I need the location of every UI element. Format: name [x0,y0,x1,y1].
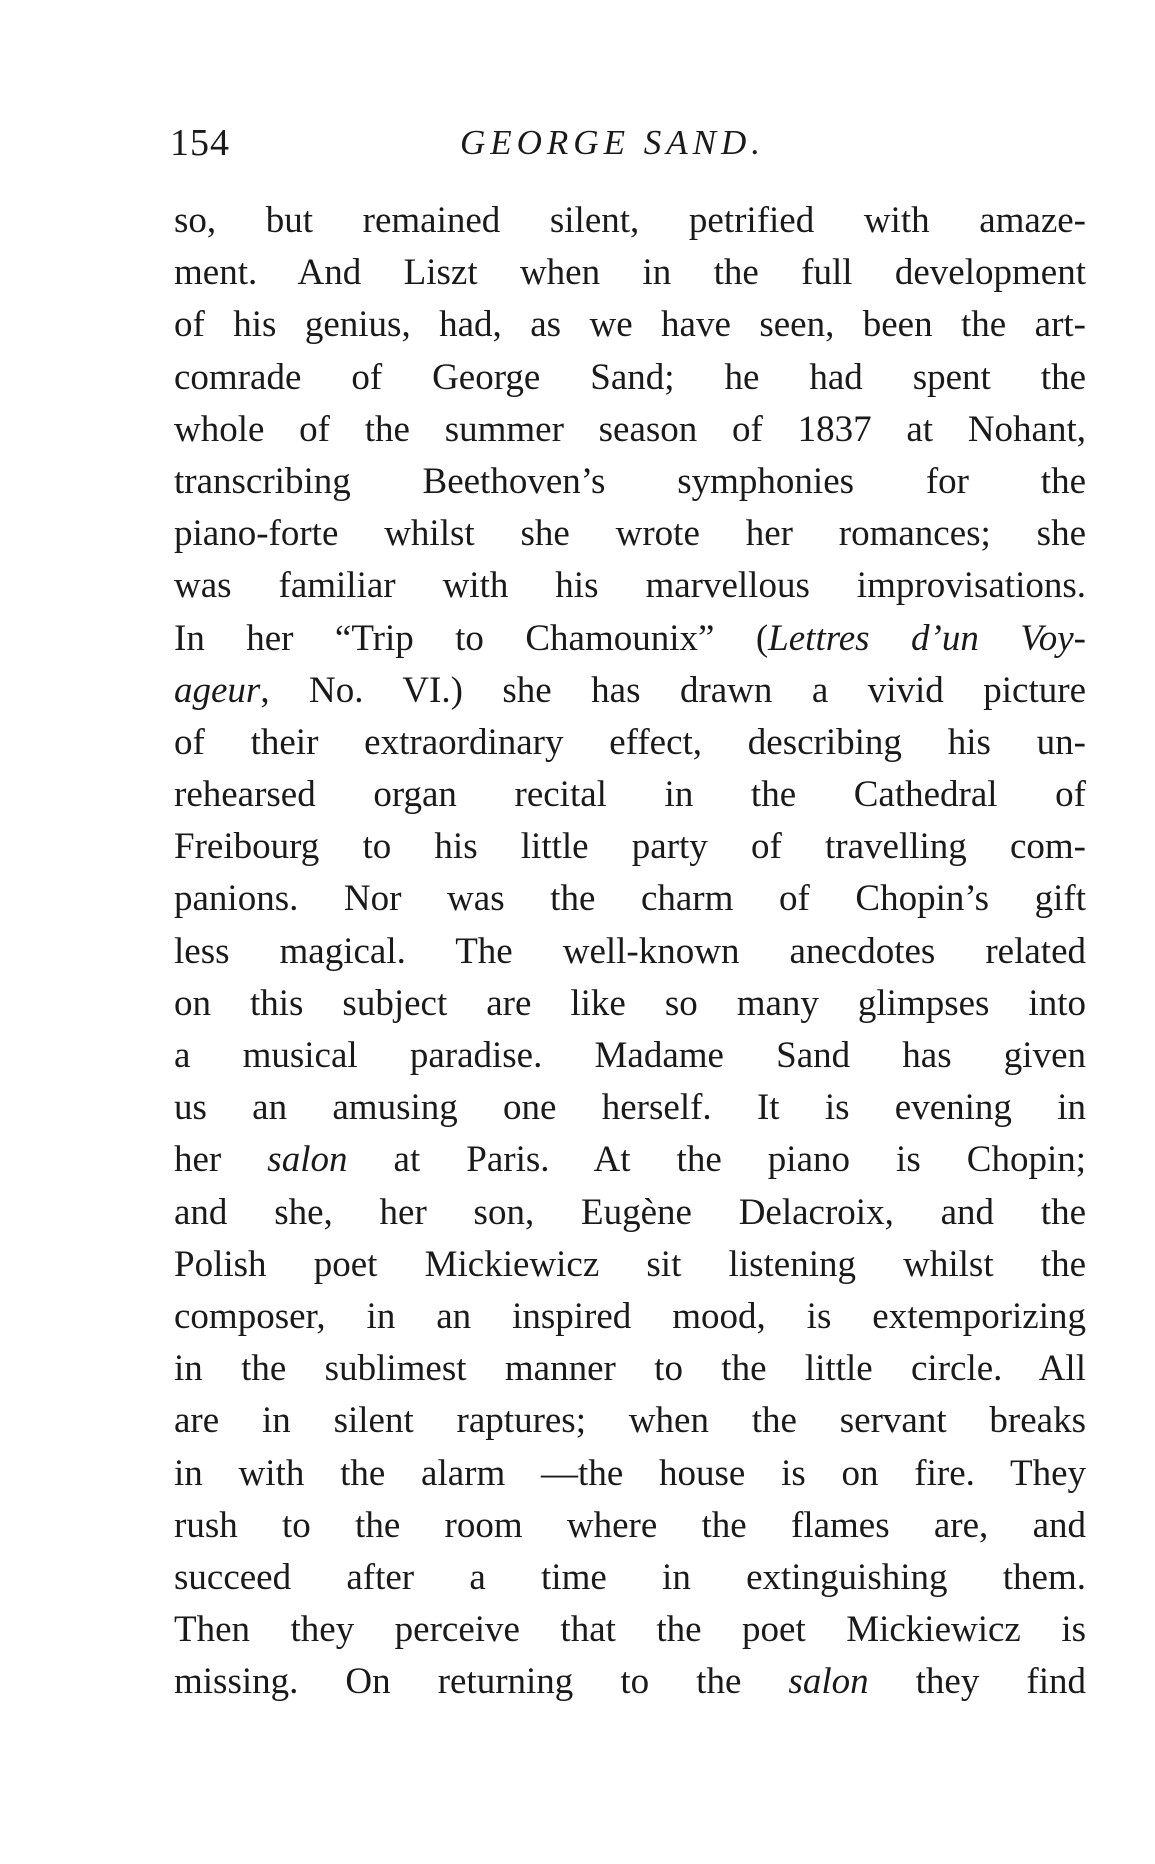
text-segment: composer, in an inspired mood, is extemporizing [174,1295,1086,1337]
text-segment: are in silent raptures; when the servant breaks [174,1400,1086,1442]
text-line [174,1395,1086,1447]
italic-text-segment: ageur [174,669,261,711]
text-segment: in with the alarm —the house is on fire. They [174,1452,1086,1494]
text-segment: so, but remained silent, petrified with amaze- [174,200,1086,241]
text-line [174,1134,1086,1186]
text-segment: less magical. The well-known anecdotes related [174,930,1086,972]
text-segment: us an amusing one herself. It is evening in [174,1087,1086,1129]
text-segment: in the sublimest manner to the little circle. All [174,1348,1086,1390]
text-line [174,978,1086,1030]
text-line [174,769,1086,821]
text-line [174,299,1086,351]
text-line [174,1500,1086,1552]
text-line [174,1552,1086,1604]
text-line [174,195,1086,247]
text-segment: Then they perceive that the poet Mickiewicz is [174,1609,1086,1651]
text-line [174,1448,1086,1500]
text-segment: panions. Nor was the charm of Chopin’s gift [174,878,1086,920]
text-segment: piano-forte whilst she wrote her romances; she [174,513,1086,555]
text-line [174,1239,1086,1291]
text-segment: at Paris. At the piano is Chopin; [347,1139,1087,1181]
text-segment: , No. VI.) she has drawn a vivid picture [260,669,1086,711]
text-line [174,821,1086,873]
body-text [174,195,1086,1708]
text-line [174,352,1086,404]
text-segment: Polish poet Mickiewicz sit listening whilst the [174,1243,1086,1285]
text-line [174,1343,1086,1395]
text-line [174,717,1086,769]
text-line [174,560,1086,612]
text-segment: whole of the summer season of 1837 at Nohant, [174,408,1086,450]
text-line [174,665,1086,717]
text-segment: was familiar with his marvellous improvisations. [174,565,1086,607]
page-header [170,118,1090,168]
text-segment: on this subject are like so many glimpses into [174,982,1086,1024]
text-segment: In her “Trip to Chamounix” ( [174,617,769,659]
text-line [174,456,1086,508]
text-segment: transcribing Beethoven’s symphonies for the [174,460,1086,502]
text-segment: ment. And Liszt when in the full development [174,252,1086,294]
text-line [174,508,1086,560]
text-line [174,926,1086,978]
italic-text-segment: salon [267,1139,348,1181]
text-line [174,1656,1086,1708]
text-segment: missing. On returning to the [174,1661,789,1703]
text-segment: rehearsed organ recital in the Cathedral of [174,774,1086,816]
text-line [174,873,1086,925]
text-line [174,613,1086,665]
running-head: GEORGE SAND. [460,123,765,162]
text-segment: and she, her son, Eugène Delacroix, and the [174,1191,1086,1233]
text-line [174,1030,1086,1082]
text-segment: succeed after a time in extinguishing them. [174,1556,1086,1598]
text-line [174,1604,1086,1656]
text-line [174,1082,1086,1134]
text-segment: of their extraordinary effect, describing his un- [174,721,1086,763]
text-segment: comrade of George Sand; he had spent the [174,356,1086,398]
text-line [174,247,1086,299]
text-line [174,1291,1086,1343]
text-segment: Freibourg to his little party of travelling com- [174,826,1086,868]
text-segment: rush to the room where the flames are, and [174,1504,1086,1546]
page-number: 154 [170,122,230,164]
text-line [174,404,1086,456]
text-segment: of his genius, had, as we have seen, been the art- [174,304,1086,346]
text-line [174,1187,1086,1239]
italic-text-segment: Lettres d’un Voy- [768,617,1086,659]
italic-text-segment: salon [788,1661,869,1703]
text-segment: they find [868,1661,1086,1703]
text-segment: a musical paradise. Madame Sand has given [174,1035,1086,1076]
text-segment: her [174,1139,268,1181]
